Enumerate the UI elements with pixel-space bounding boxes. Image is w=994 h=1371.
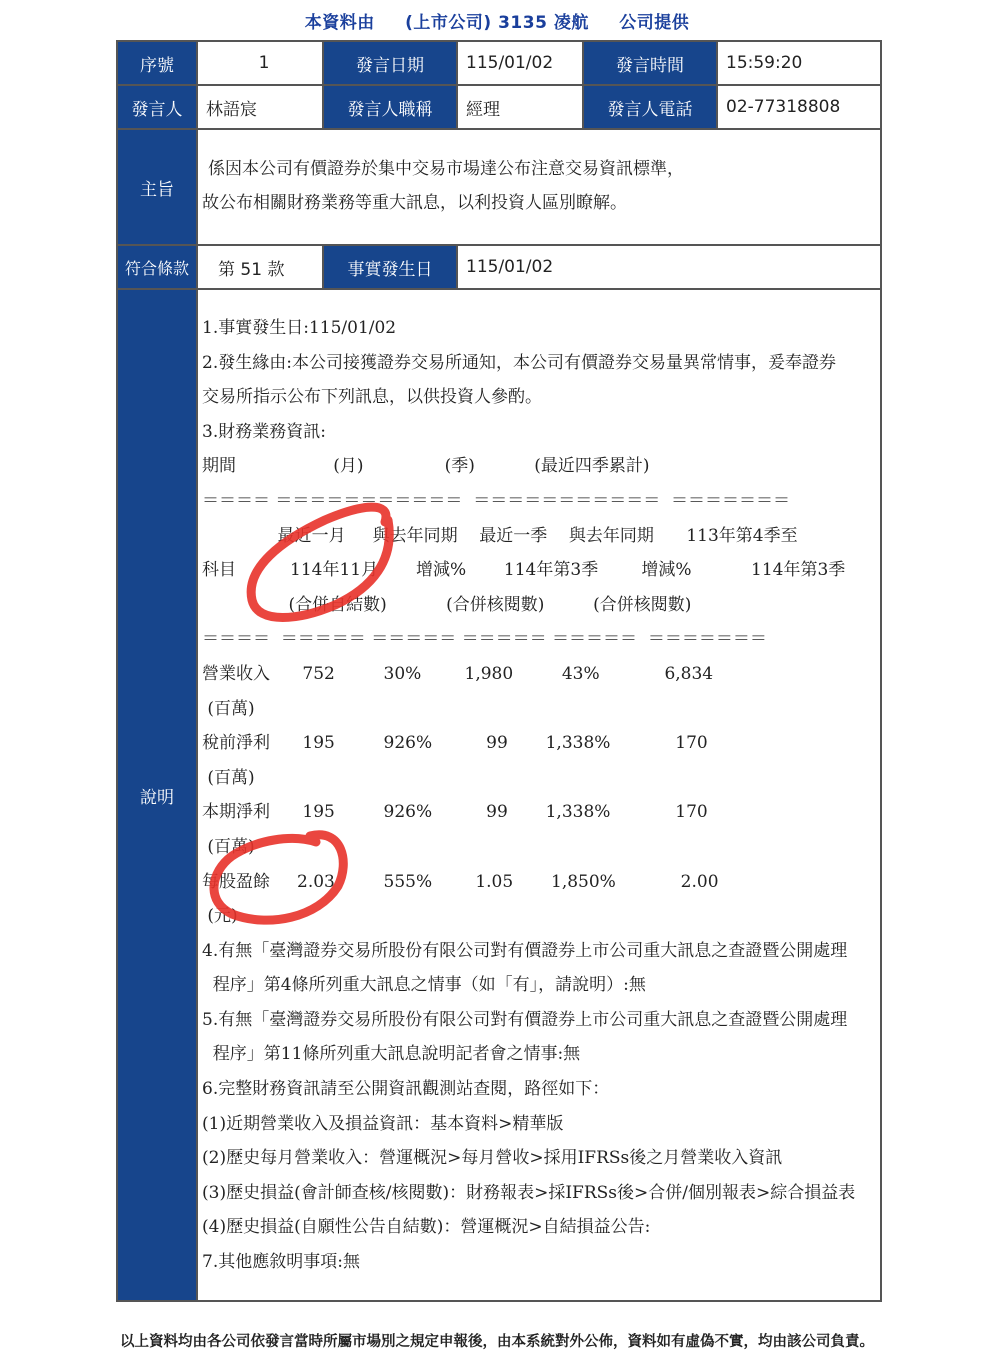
description-line: 7.其他應敘明事項:無 <box>202 1252 360 1273</box>
speaker-title-label: 發言人職稱 <box>323 85 457 129</box>
speaker-value: 林語宸 <box>197 85 323 129</box>
announcement-table <box>116 40 882 1302</box>
description-line: 5.有無「臺灣證券交易所股份有限公司對有價證券上市公司重大訊息之查證暨公開處理 <box>202 1009 848 1030</box>
date-value: 115/01/02 <box>457 41 583 85</box>
description-line: 2.發生緣由:本公司接獲證券交易所通知，本公司有價證券交易量異常情事，爰奉證券 <box>202 352 836 373</box>
description-line: 期間 (月) (季) (最近四季累計) <box>202 456 650 477</box>
row-subject <box>117 129 881 245</box>
row-speaker <box>117 85 881 129</box>
description-line: (百萬) <box>202 698 255 719</box>
footer-disclaimer: 以上資料均由各公司依發言當時所屬市場別之規定申報後，由本系統對外公佈，資料如有虛偽不實，均由該公司負責。 <box>120 1334 874 1350</box>
subject-text <box>197 129 881 245</box>
description-body <box>197 289 881 1301</box>
description-line: (2)歷史每月營業收入：營運概況>每月營收>採用IFRSs後之月營業收入資訊 <box>202 1148 783 1169</box>
speaker-label: 發言人 <box>117 85 197 129</box>
description-line: 交易所指示公布下列訊息，以供投資人參酌。 <box>202 387 542 408</box>
description-lines <box>202 311 876 1280</box>
title-company: (上市公司) 3135 凌航 <box>405 13 589 33</box>
seq-label: 序號 <box>117 41 197 85</box>
description-line: 本期淨利 195 926% 99 1,338% 170 <box>202 802 708 823</box>
seq-value: 1 <box>197 41 323 85</box>
description-line: 程序」第11條所列重大訊息說明記者會之情事:無 <box>202 1044 581 1065</box>
time-label: 發言時間 <box>583 41 717 85</box>
row-seq-date-time <box>117 41 881 85</box>
description-line: ＝＝＝＝ ＝＝＝＝＝＝＝＝＝＝＝ ＝＝＝＝＝＝＝＝＝＝＝ ＝＝＝＝＝＝＝ <box>202 490 791 511</box>
description-line: 每股盈餘 2.03 555% 1.05 1,850% 2.00 <box>202 871 719 892</box>
description-line: (合併自結數) (合併核閱數) (合併核閱數) <box>202 594 692 615</box>
subject-line-2: 故公布相關財務業務等重大訊息，以利投資人區別瞭解。 <box>202 193 627 213</box>
description-line: 稅前淨利 195 926% 99 1,338% 170 <box>202 733 708 754</box>
row-description <box>117 289 881 1301</box>
description-line: 6.完整財務資訊請至公開資訊觀測站查閱，路徑如下： <box>202 1079 610 1100</box>
title-suffix: 公司提供 <box>619 13 690 33</box>
description-line: (百萬) <box>202 767 255 788</box>
description-line: ＝＝＝＝ ＝＝＝＝＝ ＝＝＝＝＝ ＝＝＝＝＝ ＝＝＝＝＝ ＝＝＝＝＝＝＝ <box>202 629 767 650</box>
description-line: (4)歷史損益(自願性公告自結數)：營運概況>自結損益公告: <box>202 1217 651 1238</box>
description-line: 4.有無「臺灣證券交易所股份有限公司對有價證券上市公司重大訊息之查證暨公開處理 <box>202 940 848 961</box>
clause-label: 符合條款 <box>117 245 197 289</box>
date-label: 發言日期 <box>323 41 457 85</box>
clause-value: 第 51 款 <box>197 245 323 289</box>
row-clause <box>117 245 881 289</box>
subject-line-1: 係因本公司有價證券於集中交易市場達公布注意交易資訊標準， <box>208 159 684 179</box>
description-line: (元) <box>202 906 238 927</box>
description-line: (1)近期營業收入及損益資訊：基本資料>精華版 <box>202 1113 564 1134</box>
title-prefix: 本資料由 <box>304 13 375 33</box>
description-line: (百萬) <box>202 836 255 857</box>
description-line: 3.財務業務資訊: <box>202 421 326 442</box>
speaker-phone-value: 02-77318808 <box>717 85 881 129</box>
page-title <box>0 8 994 33</box>
description-line: 程序」第4條所列重大訊息之情事（如「有」，請說明）:無 <box>202 975 646 996</box>
description-label: 說明 <box>117 289 197 1301</box>
event-date-label: 事實發生日 <box>323 245 457 289</box>
description-line: 1.事實發生日:115/01/02 <box>202 318 397 338</box>
description-line: (3)歷史損益(會計師查核/核閱數)：財務報表>採IFRSs後>合併/個別報表>綜合損益表 <box>202 1182 856 1203</box>
description-line: 科目 114年11月 增減% 114年第3季 增減% 114年第3季 <box>202 560 846 581</box>
description-line: 最近一月 與去年同期 最近一季 與去年同期 113年第4季至 <box>202 525 798 546</box>
event-date-value: 115/01/02 <box>457 245 881 289</box>
time-value: 15:59:20 <box>717 41 881 85</box>
description-line: 營業收入 752 30% 1,980 43% 6,834 <box>202 663 714 684</box>
speaker-title-value: 經理 <box>457 85 583 129</box>
speaker-phone-label: 發言人電話 <box>583 85 717 129</box>
subject-label: 主旨 <box>117 129 197 245</box>
